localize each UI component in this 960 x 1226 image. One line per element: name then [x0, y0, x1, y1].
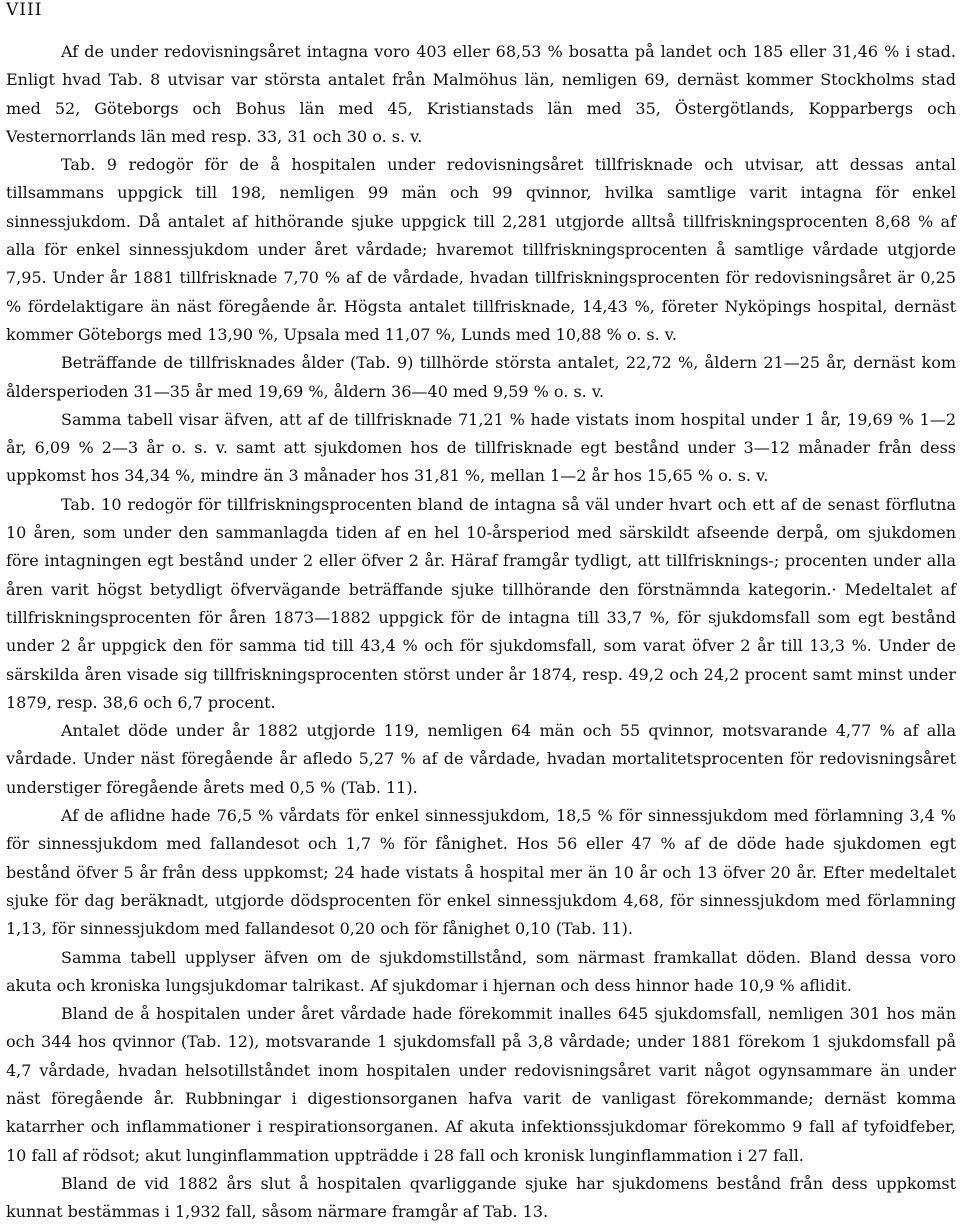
body-text: [6, 38, 956, 1226]
paragraph: Beträffande de tillfrisknades ålder (Tab. 9) tillhörde största antalet, 22,72 %, åldern 21—25 år, dernäst kom åldersperioden 31—35 år med 19,69 %, åldern 36—40 med 9,59 % o. s. v.: [6, 353, 956, 401]
paragraph: Af de aflidne hade 76,5 % vårdats för enkel sinnessjukdom, 18,5 % för sinnessjukdom med förlamning 3,4 % för sinnessjukdom med fallandesot och 1,7 % för fånighet. Hos 56 eller 47 % af de döde hade sjukdomen egt bestånd öfver 5 år från dess uppkomst; 24 hade vistats å hospital mer än 10 år och 13 öfver 20 år. Efter medeltalet sjuke för dag beräknadt, utgjorde dödsprocenten för enkel sinnessjukdom 4,68, för sinnessjukdom med förlamning 1,13, för sinnessjukdom med fallandesot 0,20 och för fånighet 0,10 (Tab. 11).: [6, 806, 956, 939]
paragraph: Antalet döde under år 1882 utgjorde 119, nemligen 64 män och 55 qvinnor, motsvarande 4,77 % af alla vårdade. Under näst föregående år afledo 5,27 % af de vårdade, hvadan mortalitetsprocenten för redovisningsåret understiger föregående årets med 0,5 % (Tab. 11).: [6, 721, 956, 797]
page-number: VIII: [6, 0, 43, 20]
paragraph: Tab. 9 redogör för de å hospitalen under redovisningsåret tillfrisknade och utvisar, att dessas antal tillsammans uppgick till 198, nemligen 99 män och 99 qvinnor, hvilka samtlige varit intagna för enkel sinnessjukdom. Då antalet af hithörande sjuke uppgick till 2,281 utgjorde alltså tillfriskningsprocenten 8,68 % af alla för enkel sinnessjukdom under året vårdade; hvaremot tillfriskningsprocenten å samtlige vårdade utgjorde 7,95. Under år 1881 tillfrisknade 7,70 % af de vårdade, hvadan tillfriskningsprocenten för redovisningsåret är 0,25 % fördelaktigare än näst föregående år. Högsta antalet tillfrisknade, 14,43 %, företer Nyköpings hospital, dernäst kommer Göteborgs med 13,90 %, Upsala med 11,07 %, Lunds med 10,88 % o. s. v.: [6, 155, 956, 344]
paragraph: Samma tabell visar äfven, att af de tillfrisknade 71,21 % hade vistats inom hospital under 1 år, 19,69 % 1—2 år, 6,09 % 2—3 år o. s. v. samt att sjukdomen hos de tillfrisknade egt bestånd under 3—12 månader från dess uppkomst hos 34,34 %, mindre än 3 månader hos 31,81 %, mellan 1—2 år hos 15,65 % o. s. v.: [6, 409, 956, 486]
paragraph: Af de under redovisningsåret intagna voro 403 eller 68,53 % bosatta på landet och 185 eller 31,46 % i stad. Enligt hvad Tab. 8 utvisar var största antalet från Malmöhus län, nemligen 69, dernäst kommer Stockholms stad med 52, Göteborgs och Bohus län med 45, Kristianstads län med 35, Östergötlands, Kopparbergs och Vesternorrlands län med resp. 33, 31 och 30 o. s. v.: [6, 42, 956, 146]
paragraph: Samma tabell upplyser äfven om de sjukdomstillstånd, som närmast framkallat döden. Bland dessa voro akuta och kroniska lungsjukdomar talrikast. Af sjukdomar i hjernan och dess hinnor hade 10,9 % aflidit.: [6, 947, 956, 995]
paragraph: Bland de å hospitalen under året vårdade hade förekommit inalles 645 sjukdomsfall, nemligen 301 hos män och 344 hos qvinnor (Tab. 12), motsvarande 1 sjukdomsfall på 3,8 vårdade; under 1881 förekom 1 sjukdomsfall på 4,7 vårdade, hvadan helsotillståndet inom hospitalen under redovisningsåret varit något ogynsammare än under näst föregående år. Rubbningar i digestionsorganen hafva varit de vanligast förekommande; dernäst komma katarrher och inflammationer i respirationsorganen. Af akuta infektionssjukdomar förekommo 9 fall af tyfoidfeber, 10 fall af rödsot; akut lunginflammation uppträdde i 28 fall och kronisk lunginflammation i 27 fall.: [6, 1004, 956, 1165]
paragraph: Tab. 10 redogör för tillfriskningsprocenten bland de intagna så väl under hvart och ett af de senast förflutna 10 åren, som under den sammanlagda tiden af en hel 10-årsperiod med särskildt afseende derpå, om sjukdomen före intagningen egt bestånd under 2 eller öfver 2 år. Häraf framgår tydligt, att tillfrisknings-; procenten under alla åren varit högst betydligt öfvervägande beträffande sjuke tillhörande den förstnämnda kategorin.· Medeltalet af tillfriskningsprocenten för åren 1873—1882 uppgick för de intagna till 33,7 %, för sjukdomsfall som egt bestånd under 2 år uppgick den för samma tid till 43,4 % och för sjukdomsfall, som varat öfver 2 år till 13,3 %. Under de särskilda åren visade sig tillfriskningsprocenten störst under år 1874, resp. 49,2 och 24,2 procent samt minst under 1879, resp. 38,6 och 6,7 procent.: [6, 494, 956, 712]
paragraph: Bland de vid 1882 års slut å hospitalen qvarliggande sjuke har sjukdomens bestånd från dess uppkomst kunnat bestämmas i 1,932 fall, såsom närmare framgår af Tab. 13.: [6, 1173, 956, 1222]
